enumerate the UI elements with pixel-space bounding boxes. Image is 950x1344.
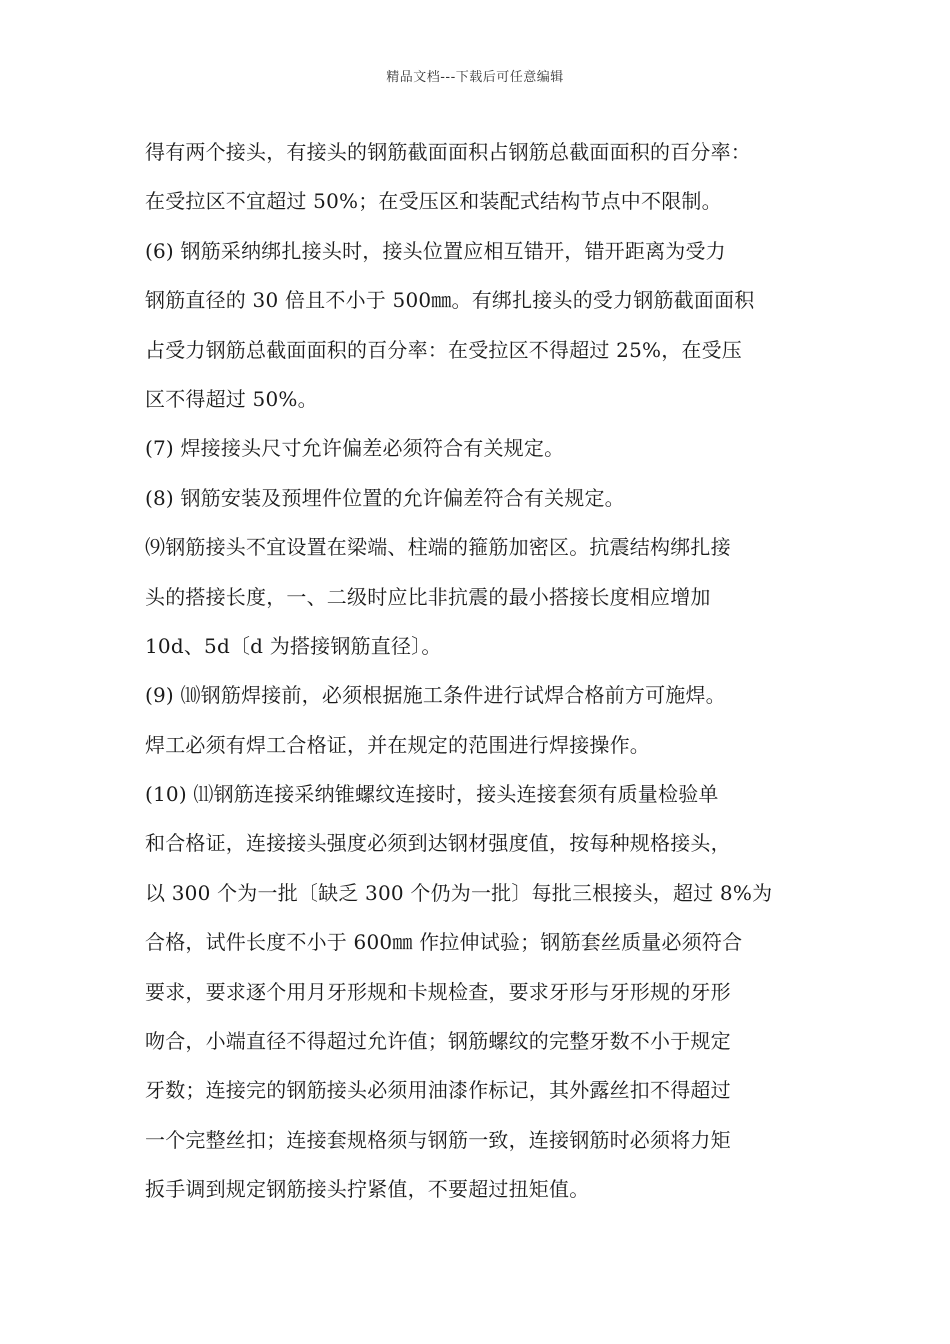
text-line: 焊工必须有焊工合格证，并在规定的范围进行焊接操作。 bbox=[145, 732, 650, 757]
text-line: 10d、5d〔d 为搭接钢筋直径〕。 bbox=[145, 633, 442, 658]
text-line: (8) 钢筋安装及预埋件位置的允许偏差符合有关规定。 bbox=[145, 485, 625, 510]
text-line: (6) 钢筋采纳绑扎接头时，接头位置应相互错开，错开距离为受力 bbox=[145, 238, 726, 263]
text-line: 一个完整丝扣；连接套规格须与钢筋一致，连接钢筋时必须将力矩 bbox=[145, 1127, 731, 1152]
page-header: 精品文档---下载后可任意编辑 bbox=[386, 70, 564, 85]
text-line: 和合格证，连接接头强度必须到达钢材强度值，按每种规格接头， bbox=[145, 831, 731, 856]
text-line: 扳手调到规定钢筋接头拧紧值，不要超过扭矩值。 bbox=[145, 1177, 590, 1202]
text-line: 在受拉区不宜超过 50%；在受压区和装配式结构节点中不限制。 bbox=[145, 189, 722, 214]
text-line: 区不得超过 50%。 bbox=[145, 386, 318, 411]
text-line: 得有两个接头，有接头的钢筋截面面积占钢筋总截面面积的百分率： bbox=[145, 140, 751, 164]
text-line: 占受力钢筋总截面面积的百分率：在受拉区不得超过 25%，在受压 bbox=[145, 337, 743, 362]
text-line: 头的搭接长度，一、二级时应比非抗震的最小搭接长度相应增加 bbox=[145, 584, 711, 609]
text-line: (10) ⑾钢筋连接采纳锥螺纹连接时，接头连接套须有质量检验单 bbox=[145, 782, 719, 807]
text-line: 要求，要求逐个用月牙形规和卡规检查，要求牙形与牙形规的牙形 bbox=[145, 979, 731, 1004]
text-line: (7) 焊接接头尺寸允许偏差必须符合有关规定。 bbox=[145, 436, 565, 461]
text-line: 合格，试件长度不小于 600㎜ 作拉伸试验；钢筋套丝质量必须符合 bbox=[145, 930, 743, 955]
text-line: 吻合，小端直径不得超过允许值；钢筋螺纹的完整牙数不小于规定 bbox=[145, 1029, 731, 1054]
text-line: 钢筋直径的 30 倍且不小于 500㎜。有绑扎接头的受力钢筋截面面积 bbox=[145, 288, 755, 313]
text-line: 牙数；连接完的钢筋接头必须用油漆作标记，其外露丝扣不得超过 bbox=[145, 1078, 731, 1103]
text-line: ⑼钢筋接头不宜设置在梁端、柱端的箍筋加密区。抗震结构绑扎接 bbox=[145, 535, 731, 560]
text-line: 以 300 个为一批〔缺乏 300 个仍为一批〕每批三根接头，超过 8%为 bbox=[145, 880, 773, 905]
document-body bbox=[145, 128, 835, 1215]
text-line: (9) ⑽钢筋焊接前，必须根据施工条件进行试焊合格前方可施焊。 bbox=[145, 683, 726, 708]
